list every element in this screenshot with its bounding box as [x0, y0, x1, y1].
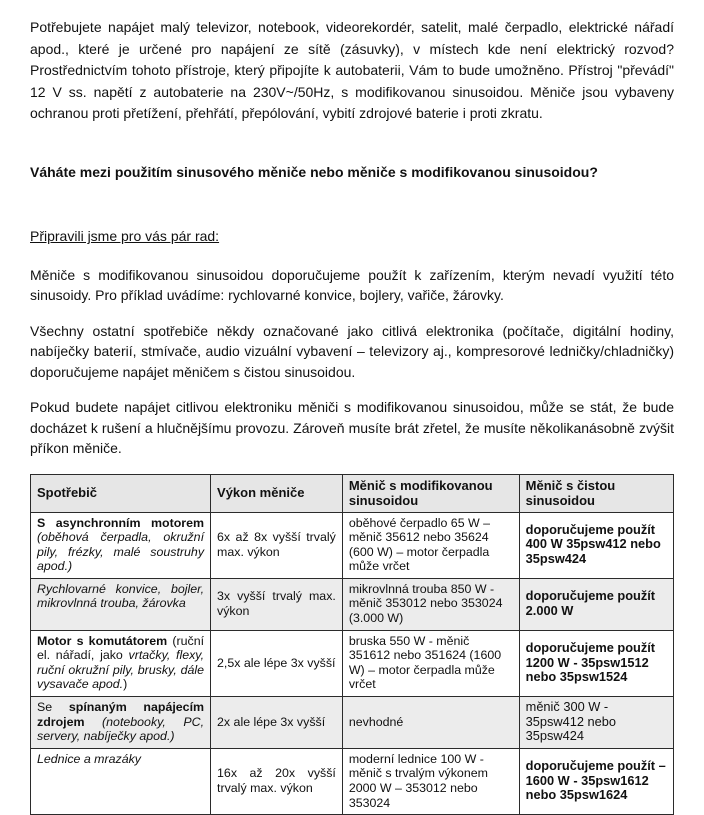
table-cell [211, 697, 343, 749]
cell-text-segment: doporučujeme použít 400 W 35psw412 nebo 35psw424 [526, 522, 661, 566]
table-cell [342, 748, 519, 814]
table-cell [519, 630, 673, 696]
tip-paragraph-1: Měniče s modifikovanou sinusoidou doporučujeme použít k zařízením, kterým nevadí využití této sinusoidy. Pro příklad uvádíme: rychlovarné konvice, bojlery, vařiče, žárovky. [30, 265, 674, 306]
table-cell [31, 697, 211, 749]
cell-text-segment: 16x až 20x vyšší trvalý max. výkon [217, 766, 336, 795]
appliance-table-body [31, 512, 674, 815]
table-cell [31, 630, 211, 696]
table-header-row [31, 474, 674, 512]
col-header-spotrebic: Spotřebič [31, 474, 211, 512]
cell-text-segment: (notebooky, PC, servery, nabíječky apod.) [37, 715, 204, 744]
cell-text-segment: moderní lednice 100 W - měnič s trvalým výkonem 2000 W – 353012 nebo 353024 [349, 752, 488, 810]
cell-text-segment: (ruční el. nářadí, jako [37, 634, 204, 663]
cell-text-segment: spínaným napájecím zdrojem [37, 700, 204, 729]
cell-text-segment: ) [123, 677, 127, 691]
table-cell [211, 578, 343, 630]
cell-text-segment: S asynchronním motorem [37, 516, 204, 530]
table-cell [342, 578, 519, 630]
col-header-menic-cista: Měnič s čistou sinusoidou [519, 474, 673, 512]
cell-text-segment: 6x až 8x vyšší trvalý max. výkon [217, 530, 336, 559]
table-row [31, 697, 674, 749]
table-cell [31, 578, 211, 630]
cell-text-segment: (oběhová čerpadla, okružní pily, frézky, malé soustruhy apod.) [37, 530, 204, 573]
cell-text-segment: 3x vyšší trvalý max. výkon [217, 589, 336, 618]
cell-text-segment: doporučujeme použít 2.000 W [526, 588, 655, 618]
cell-text-segment: měnič 300 W - 35psw412 nebo 35psw424 [526, 699, 616, 743]
cell-text-segment: Rychlovarné konvice, bojler, mikrovlnná trouba, žárovka [37, 582, 204, 611]
tip-paragraph-2: Všechny ostatní spotřebiče někdy označované jako citlivá elektronika (počítače, digitální hodiny, nabíječky baterií, stmívače, audio vizuální vybavení – televizory aj., kompresorové ledničky/chladničky) doporučujeme napájet měničem s čistou sinusoidou. [30, 321, 674, 383]
col-header-menic-modifikovana: Měnič s modifikovanou sinusoidou [342, 474, 519, 512]
cell-text-segment: vrtačky, flexy, ruční okružní pily, brusky, dále vysavače apod. [37, 648, 204, 691]
table-cell [342, 630, 519, 696]
table-cell [211, 630, 343, 696]
table-row [31, 748, 674, 814]
table-row [31, 512, 674, 578]
table-cell [519, 512, 673, 578]
table-cell [519, 748, 673, 814]
col-header-vykon-menice: Výkon měniče [211, 474, 343, 512]
question-heading: Váháte mezi použitím sinusového měniče nebo měniče s modifikovanou sinusoidou? [30, 162, 674, 184]
table-cell [31, 748, 211, 814]
tips-heading: Připravili jsme pro vás pár rad: [30, 226, 674, 248]
cell-text-segment: Lednice a mrazáky [37, 752, 141, 766]
table-row [31, 630, 674, 696]
cell-text-segment: 2,5x ale lépe 3x vyšší [217, 656, 335, 670]
cell-text-segment: mikrovlnná trouba 850 W - měnič 353012 nebo 353024 (3.000 W) [349, 582, 503, 625]
table-cell [211, 512, 343, 578]
cell-text-segment: nevhodné [349, 715, 403, 729]
cell-text-segment: doporučujeme použít 1200 W - 35psw1512 nebo 35psw1524 [526, 640, 655, 684]
cell-text-segment: 2x ale lépe 3x vyšší [217, 715, 325, 729]
table-cell [342, 697, 519, 749]
table-cell [519, 697, 673, 749]
cell-text-segment: Se [37, 700, 69, 714]
cell-text-segment [85, 715, 103, 729]
appliance-table [30, 474, 674, 815]
cell-text-segment: oběhové čerpadlo 65 W – měnič 35612 nebo 35624 (600 W) – motor čerpadla může vrčet [349, 516, 490, 574]
cell-text-segment: bruska 550 W - měnič 351612 nebo 351624 (1600 W) – motor čerpadla může vrčet [349, 634, 501, 692]
intro-paragraph: Potřebujete napájet malý televizor, notebook, videorekordér, satelit, malé čerpadlo, elektrické nářadí apod., které je určené pro napájení ze sítě (zásuvky), v místech kde není elektrický rozvod? Prostřednictvím tohoto přístroje, který připojíte k autobaterii, Vám to bude umožněno. Přístroj "převádí" 12 V ss. napětí z autobaterie na 230V~/50Hz, s modifikovanou sinusoidou. Měniče jsou vybaveny ochranou proti přetížení, přehřátí, přepólování, vybití zdrojové baterie i proti zkratu. [30, 17, 674, 125]
table-cell [31, 512, 211, 578]
tip-paragraph-3: Pokud budete napájet citlivou elektroniku měniči s modifikovanou sinusoidou, může se stát, že bude docházet k rušení a hlučnějšímu provozu. Zároveň musíte brát zřetel, že musíte několikanásobně zvýšit příkon měniče. [30, 397, 674, 459]
cell-text-segment: Motor s komutátorem [37, 634, 167, 648]
table-cell [519, 578, 673, 630]
cell-text-segment: doporučujeme použít – 1600 W - 35psw1612 nebo 35psw1624 [526, 758, 666, 802]
table-cell [342, 512, 519, 578]
table-cell [211, 748, 343, 814]
table-row [31, 578, 674, 630]
